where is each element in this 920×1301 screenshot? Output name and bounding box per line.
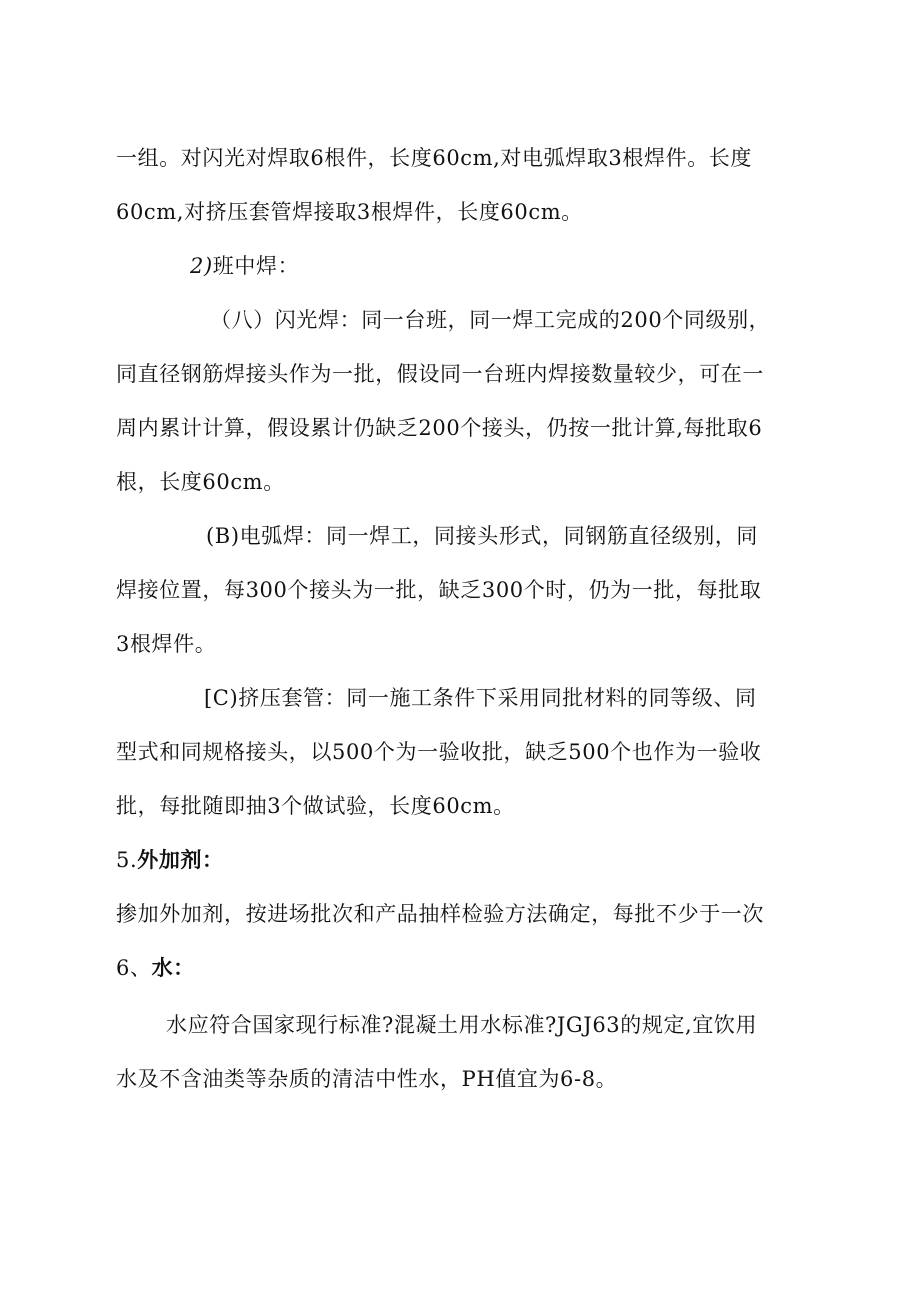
- text-line-admixture: 掺加外加剂，按进场批次和产品抽样检验方法确定，每批不少于一次: [116, 902, 764, 926]
- text-line-water-1: 水应符合国家现行标准?混凝土用水标准?JGJ63的规定,宜饮用: [166, 1013, 758, 1037]
- text-line-1: 一组。对闪光对焊取6根件，长度60cm,对电弧焊取3根焊件。长度: [116, 146, 752, 170]
- text-line-2: 60cm,对挤压套管焊接取3根焊件，长度60cm。: [116, 200, 583, 224]
- text-line-6: 周内累计计算，假设累计仍缺乏200个接头，仍按一批计算,每批取6: [116, 416, 763, 440]
- text-line-arc-welding: (B)电弧焊：同一焊工，同接头形式，同钢筋直径级别，同: [206, 524, 759, 548]
- subheading-shift-welding: [190, 252, 299, 280]
- heading-number: 5.: [116, 848, 138, 872]
- text-line-water-2: 水及不含油类等杂质的清洁中性水，PH值宜为6-8。: [116, 1067, 618, 1091]
- text-line-13: 批，每批随即抽3个做试验，长度60cm。: [116, 794, 515, 818]
- text-line-9: 焊接位置，每300个接头为一批，缺乏300个时，仍为一批，每批取: [116, 578, 762, 602]
- text-line-5: 同直径钢筋焊接头作为一批，假设同一台班内焊接数量较少，可在一: [116, 362, 764, 386]
- text-line-7: 根，长度60cm。: [116, 470, 285, 494]
- text-line-flash-welding: （八）闪光焊：同一台班，同一焊工完成的200个同级别，: [210, 308, 771, 332]
- heading-admixture: [116, 846, 224, 874]
- heading-label: 外加剂：: [137, 847, 224, 872]
- heading-number: 6、: [116, 956, 152, 980]
- subheading-label: 班中焊：: [212, 254, 300, 278]
- heading-water: [116, 954, 195, 982]
- list-number: 2): [190, 254, 213, 278]
- text-line-sleeve: [C)挤压套管：同一施工条件下采用同批材料的同等级、同: [204, 686, 757, 710]
- text-line-10: 3根焊件。: [116, 632, 217, 656]
- text-line-12: 型式和同规格接头，以500个为一验收批，缺乏500个也作为一验收: [116, 740, 762, 764]
- heading-label: 水：: [151, 955, 195, 980]
